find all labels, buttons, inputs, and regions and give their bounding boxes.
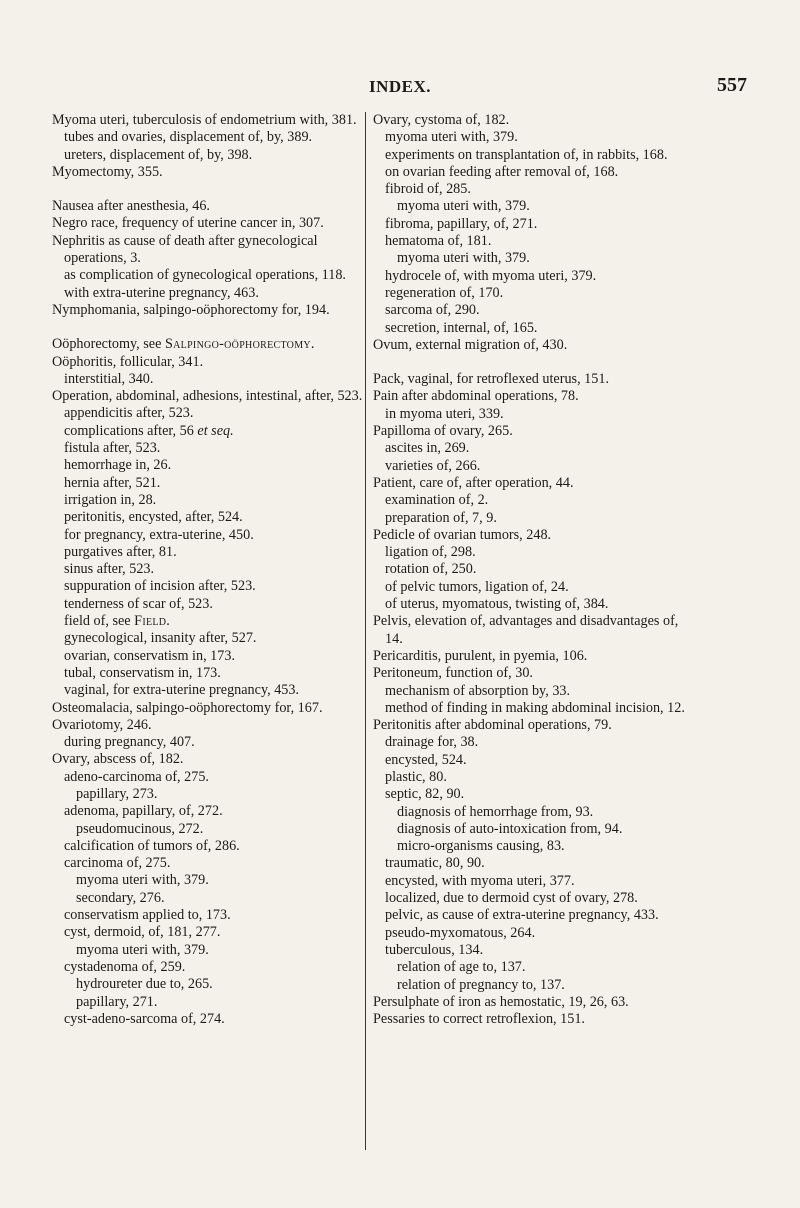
index-entry — [373, 717, 685, 734]
index-entry — [373, 579, 685, 596]
index-entry-text: calcification of tumors of, 286. — [64, 837, 240, 854]
index-entry — [52, 544, 364, 561]
index-entry-text: during pregnancy, 407. — [64, 734, 195, 751]
index-entry-text: Pain after abdominal operations, 78. — [373, 388, 579, 405]
index-entry — [52, 924, 364, 941]
index-entry — [373, 164, 685, 181]
index-entry-text: relation of age to, 137. — [397, 959, 526, 976]
index-entry — [373, 440, 685, 457]
index-entry — [52, 700, 364, 717]
index-entry-text: with extra-uterine pregnancy, 463. — [64, 284, 259, 301]
index-entry — [373, 561, 685, 578]
index-entry-text: interstitial, 340. — [64, 370, 154, 387]
index-entry-text: Pericarditis, purulent, in pyemia, 106. — [373, 647, 588, 664]
index-entry — [52, 942, 364, 959]
index-entry — [52, 907, 364, 924]
index-entry-text: fibroma, papillary, of, 271. — [385, 215, 538, 232]
index-entry-text: mechanism of absorption by, 33. — [385, 682, 571, 699]
index-entry-text: myoma uteri with, 379. — [397, 250, 530, 267]
index-entry — [373, 388, 685, 405]
index-entry-text: Ovary, abscess of, 182. — [52, 751, 184, 768]
index-entry — [52, 613, 364, 630]
index-entry-text: conservatism applied to, 173. — [64, 907, 231, 924]
index-entry-text: Nymphomania, salpingo-oöphorectomy for, 194. — [52, 301, 330, 318]
index-entry-text: sinus after, 523. — [64, 561, 155, 578]
index-entry-text: secretion, internal, of, 165. — [385, 319, 538, 336]
index-entry-text: rotation of, 250. — [385, 561, 477, 578]
index-entry — [52, 1011, 364, 1028]
index-entry — [373, 734, 685, 751]
index-entry-text: Pedicle of ovarian tumors, 248. — [373, 526, 552, 543]
index-entry — [373, 855, 685, 872]
index-entry — [52, 630, 364, 647]
index-entry — [373, 648, 685, 665]
index-entry-text: myoma uteri with, 379. — [76, 872, 209, 889]
index-entry — [52, 457, 364, 474]
index-entry — [373, 786, 685, 803]
index-entry — [52, 336, 364, 353]
index-entry-text: ligation of, 298. — [385, 544, 476, 561]
index-entry-text: Ovariotomy, 246. — [52, 716, 152, 733]
index-entry-text: tubes and ovaries, displacement of, by, 389. — [64, 129, 313, 146]
page-title: INDEX. — [368, 77, 432, 96]
index-entry — [373, 544, 685, 561]
index-entry — [52, 405, 364, 422]
index-entry — [52, 440, 364, 457]
index-entry-text: purgatives after, 81. — [64, 543, 177, 560]
index-entry — [373, 285, 685, 302]
index-entry — [52, 371, 364, 388]
index-entry-text: regeneration of, 170. — [385, 284, 504, 301]
index-entry-text: pseudomucinous, 272. — [76, 820, 204, 837]
index-entry — [373, 320, 685, 337]
index-entry-text: hydrocele of, with myoma uteri, 379. — [385, 267, 597, 284]
index-entry — [52, 147, 364, 164]
index-entry — [52, 285, 364, 302]
index-entry-text: Myoma uteri, tuberculosis of endometrium with, 381. — [52, 112, 357, 128]
index-entry-text: plastic, 80. — [385, 768, 447, 785]
index-entry-text: papillary, 273. — [76, 785, 158, 802]
index-entry-text: pseudo-myxomatous, 264. — [385, 924, 536, 941]
index-entry-text: as complication of gynecological operations, 118. — [64, 267, 346, 284]
index-entry-text: preparation of, 7, 9. — [385, 509, 497, 526]
index-entry — [373, 942, 685, 959]
index-entry — [373, 873, 685, 890]
index-entry-text: field of, see — [64, 613, 135, 630]
index-entry — [52, 492, 364, 509]
index-entry — [52, 388, 364, 405]
index-entry-text: of pelvic tumors, ligation of, 24. — [385, 578, 569, 595]
index-entry-text: Pelvis, elevation of, advantages and disadvantages of, 14. — [373, 613, 679, 647]
index-entry-text: secondary, 276. — [76, 889, 165, 906]
index-entry-text: diagnosis of auto-intoxication from, 94. — [397, 820, 623, 837]
index-entry-text: Nausea after anesthesia, 46. — [52, 198, 210, 215]
index-entry — [373, 925, 685, 942]
index-entry-text: complications after, 56 — [64, 422, 198, 439]
index-entry-text: Papilloma of ovary, 265. — [373, 423, 513, 440]
index-entry-text: myoma uteri with, 379. — [397, 198, 530, 215]
index-entry-text: septic, 82, 90. — [385, 786, 465, 803]
index-entry — [52, 233, 364, 268]
index-entry — [373, 233, 685, 250]
index-entry-text: Nephritis as cause of death after gynecological operations, 3. — [52, 232, 318, 267]
index-entry — [52, 717, 364, 734]
index-entry — [373, 994, 685, 1011]
index-entry — [373, 907, 685, 924]
index-entry-text: myoma uteri with, 379. — [385, 129, 518, 146]
index-entry — [373, 804, 685, 821]
index-entry-text: encysted, with myoma uteri, 377. — [385, 872, 575, 889]
index-entry — [52, 872, 364, 889]
index-entry — [373, 769, 685, 786]
index-entry-text: traumatic, 80, 90. — [385, 855, 485, 872]
index-entry — [52, 855, 364, 872]
index-entry-text: tuberculous, 134. — [385, 941, 484, 958]
index-entry-text: vaginal, for extra-uterine pregnancy, 453. — [64, 682, 300, 699]
index-entry-text: in myoma uteri, 339. — [385, 405, 504, 422]
index-entry — [373, 198, 685, 215]
index-entry — [52, 734, 364, 751]
index-entry-text: myoma uteri with, 379. — [76, 941, 209, 958]
index-entry — [52, 267, 364, 284]
index-entry — [52, 112, 364, 129]
index-entry — [373, 475, 685, 492]
index-entry-text: micro-organisms causing, 83. — [397, 838, 565, 855]
index-entry-text: Ovary, cystoma of, 182. — [373, 112, 510, 128]
index-entry-text: Ovum, external migration of, 430. — [373, 336, 568, 353]
index-entry — [373, 596, 685, 613]
index-entry-text: irrigation in, 28. — [64, 491, 157, 508]
index-entry-text: Osteomalacia, salpingo-oöphorectomy for, 167. — [52, 699, 323, 716]
index-entry-text: peritonitis, encysted, after, 524. — [64, 509, 243, 526]
index-entry — [52, 976, 364, 993]
index-entry-text: sarcoma of, 290. — [385, 302, 480, 319]
index-entry — [52, 475, 364, 492]
index-entry — [52, 561, 364, 578]
index-entry — [373, 613, 685, 648]
index-entry-text: hernia after, 521. — [64, 474, 161, 491]
index-entry — [373, 268, 685, 285]
index-entry-text: relation of pregnancy to, 137. — [397, 976, 565, 993]
page-number: 557 — [717, 74, 747, 96]
index-entry — [52, 751, 364, 768]
index-entry-text: ovarian, conservatism in, 173. — [64, 647, 235, 664]
index-entry — [373, 752, 685, 769]
index-entry — [52, 578, 364, 595]
index-entry-text: method of finding in making abdominal incision, 12. — [385, 699, 685, 716]
index-entry-text: Oöphorectomy, see — [52, 336, 165, 353]
index-entry — [373, 129, 685, 146]
index-entry — [373, 959, 685, 976]
index-entry-text: Negro race, frequency of uterine cancer in, 307. — [52, 215, 324, 232]
index-entry-text: carcinoma of, 275. — [64, 855, 171, 872]
cross-reference: Field. — [134, 613, 171, 630]
index-column-right — [373, 112, 685, 1028]
index-entry — [52, 803, 364, 820]
index-entry — [52, 509, 364, 526]
index-entry — [52, 596, 364, 613]
index-entry — [373, 458, 685, 475]
index-entry — [373, 700, 685, 717]
index-entry-text: appendicitis after, 523. — [64, 405, 194, 422]
index-entry — [373, 406, 685, 423]
index-entry-text: on ovarian feeding after removal of, 168. — [385, 163, 619, 180]
index-entry — [373, 423, 685, 440]
index-entry — [52, 786, 364, 803]
index-entry-text: hemorrhage in, 26. — [64, 457, 172, 474]
index-entry-text: of uterus, myomatous, twisting of, 384. — [385, 596, 609, 613]
index-entry-text: Oöphoritis, follicular, 341. — [52, 353, 204, 370]
index-entry-text: ureters, displacement of, by, 398. — [64, 146, 253, 163]
index-entry-text: pelvic, as cause of extra-uterine pregnancy, 433. — [385, 907, 659, 924]
index-entry — [52, 129, 364, 146]
index-entry — [373, 683, 685, 700]
index-entry-text: Myomectomy, 355. — [52, 163, 163, 180]
index-entry-text: Operation, abdominal, adhesions, intestinal, after, 523. — [52, 388, 363, 405]
index-entry-text: diagnosis of hemorrhage from, 93. — [397, 803, 594, 820]
index-entry — [373, 302, 685, 319]
index-entry — [373, 492, 685, 509]
index-entry — [52, 354, 364, 371]
index-entry-text: gynecological, insanity after, 527. — [64, 630, 257, 647]
index-entry — [52, 527, 364, 544]
index-entry — [373, 147, 685, 164]
index-entry-text: cyst-adeno-sarcoma of, 274. — [64, 1010, 225, 1027]
index-entry-text: suppuration of incision after, 523. — [64, 578, 256, 595]
italic-text: et seq. — [197, 422, 234, 439]
index-entry-text: drainage for, 38. — [385, 734, 479, 751]
index-entry — [373, 371, 685, 388]
index-entry-text: Pessaries to correct retroflexion, 151. — [373, 1011, 585, 1028]
index-entry — [52, 648, 364, 665]
index-entry — [52, 994, 364, 1011]
index-entry-text: examination of, 2. — [385, 492, 489, 509]
index-entry-text: adenoma, papillary, of, 272. — [64, 803, 223, 820]
index-entry — [373, 665, 685, 682]
index-entry-text: fistula after, 523. — [64, 440, 161, 457]
index-entry — [52, 838, 364, 855]
index-entry — [373, 890, 685, 907]
index-entry — [373, 250, 685, 267]
index-entry — [52, 302, 364, 319]
index-entry — [52, 215, 364, 232]
index-entry — [373, 216, 685, 233]
index-entry-text: cyst, dermoid, of, 181, 277. — [64, 924, 221, 941]
index-entry — [373, 337, 685, 354]
index-entry-text: for pregnancy, extra-uterine, 450. — [64, 526, 254, 543]
index-entry-text: papillary, 271. — [76, 993, 158, 1010]
index-entry — [52, 682, 364, 699]
index-entry — [52, 164, 364, 181]
index-entry — [373, 181, 685, 198]
index-entry-text: Persulphate of iron as hemostatic, 19, 26, 63. — [373, 993, 629, 1010]
index-entry-text: Peritoneum, function of, 30. — [373, 665, 533, 682]
index-entry-text: hydroureter due to, 265. — [76, 976, 213, 993]
index-entry-text: Peritonitis after abdominal operations, 79. — [373, 717, 612, 734]
index-entry-text: encysted, 524. — [385, 751, 467, 768]
index-entry — [52, 959, 364, 976]
index-entry — [373, 510, 685, 527]
index-entry-text: varieties of, 266. — [385, 457, 481, 474]
index-entry-text: tubal, conservatism in, 173. — [64, 664, 221, 681]
index-entry — [373, 1011, 685, 1028]
index-entry-text: adeno-carcinoma of, 275. — [64, 768, 209, 785]
index-column-left — [52, 112, 364, 1028]
index-entry — [52, 665, 364, 682]
column-divider — [365, 112, 366, 1150]
cross-reference: Salpingo-oöphorectomy. — [164, 336, 315, 353]
index-entry-text: hematoma of, 181. — [385, 233, 492, 250]
index-entry-text: Pack, vaginal, for retroflexed uterus, 151. — [373, 371, 609, 388]
index-entry — [373, 821, 685, 838]
index-entry — [373, 112, 685, 129]
index-entry-text: experiments on transplantation of, in rabbits, 168. — [385, 146, 668, 163]
index-entry-text: cystadenoma of, 259. — [64, 958, 186, 975]
index-entry-text: fibroid of, 285. — [385, 181, 471, 198]
index-entry-text: localized, due to dermoid cyst of ovary, 278. — [385, 890, 638, 907]
index-entry — [373, 838, 685, 855]
index-entry — [52, 821, 364, 838]
index-entry-text: ascites in, 269. — [385, 440, 470, 457]
index-entry-text: tenderness of scar of, 523. — [64, 595, 213, 612]
index-entry — [52, 890, 364, 907]
index-entry — [373, 977, 685, 994]
index-entry-text: Patient, care of, after operation, 44. — [373, 474, 574, 491]
index-entry — [52, 423, 364, 440]
index-entry — [52, 198, 364, 215]
index-entry — [373, 527, 685, 544]
index-entry — [52, 769, 364, 786]
